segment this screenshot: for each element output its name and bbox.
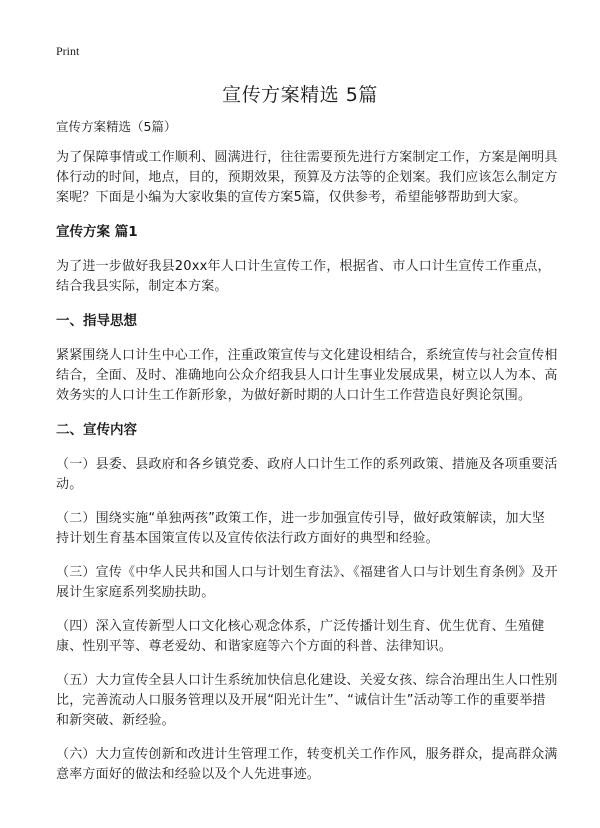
content-item-6: （六）大力宣传创新和改进计生管理工作，转变机关工作作风，服务群众，提高群众满意率方面好的做法和经验以及个人先进事迹。	[56, 747, 558, 782]
document-subtitle: 宣传方案精选（5篇）	[56, 119, 177, 134]
document-body	[56, 118, 558, 799]
content-item-5: （五）大力宣传全县人口计生系统加快信息化建设、关爱女孩、综合治理出生人口性别比，完善流动人口服务管理以及开展“阳光计生”、“诚信计生”活动等工作的重要举措和新突破、新经验。	[56, 673, 558, 728]
guiding-heading: 一、指导思想	[56, 313, 137, 329]
content-heading: 二、宣传内容	[56, 422, 137, 438]
print-label: Print	[56, 44, 80, 58]
content-item-2: （二）围绕实施“单独两孩”政策工作，进一步加强宣传引导，做好政策解读，加大坚持计划生育基本国策宣传以及宣传依法行政方面好的典型和经验。	[56, 511, 546, 546]
content-item-4: （四）深入宣传新型人口文化核心观念体系，广泛传播计划生育、优生优育、生殖健康、性别平等、尊老爱幼、和谐家庭等六个方面的科普、法律知识。	[56, 619, 545, 654]
content-item-3: （三）宣传《中华人民共和国人口与计划生育法》、《福建省人口与计划生育条例》及开展计生家庭系列奖励扶助。	[56, 565, 558, 600]
page-title: 宣传方案精选 5篇	[222, 84, 378, 106]
content-item-1: （一）县委、县政府和各乡镇党委、政府人口计生工作的系列政策、措施及各项重要活动。	[56, 457, 558, 492]
intro-paragraph: 为了保障事情或工作顺利、圆满进行，往往需要预先进行方案制定工作，方案是阐明具体行动的时间，地点，目的，预期效果，预算及方法等的企划案。我们应该怎么制定方案呢？下面是小编为大家收集的宣传方案5篇，仅供参考，希望能够帮助到大家。	[56, 150, 558, 205]
section-heading: 宣传方案 篇1	[56, 224, 138, 240]
section-intro-paragraph: 为了进一步做好我县20xx年人口计生宣传工作，根据省、市人口计生宣传工作重点，结合我县实际，制定本方案。	[56, 259, 551, 294]
guiding-paragraph: 紧紧围绕人口计生中心工作，注重政策宣传与文化建设相结合，系统宣传与社会宣传相结合，全面、及时、准确地向公众介绍我县人口计生事业发展成果，树立以人为本、高效务实的人口计生工作新形象，为做好新时期的人口计生工作营造良好舆论氛围。	[56, 348, 558, 403]
